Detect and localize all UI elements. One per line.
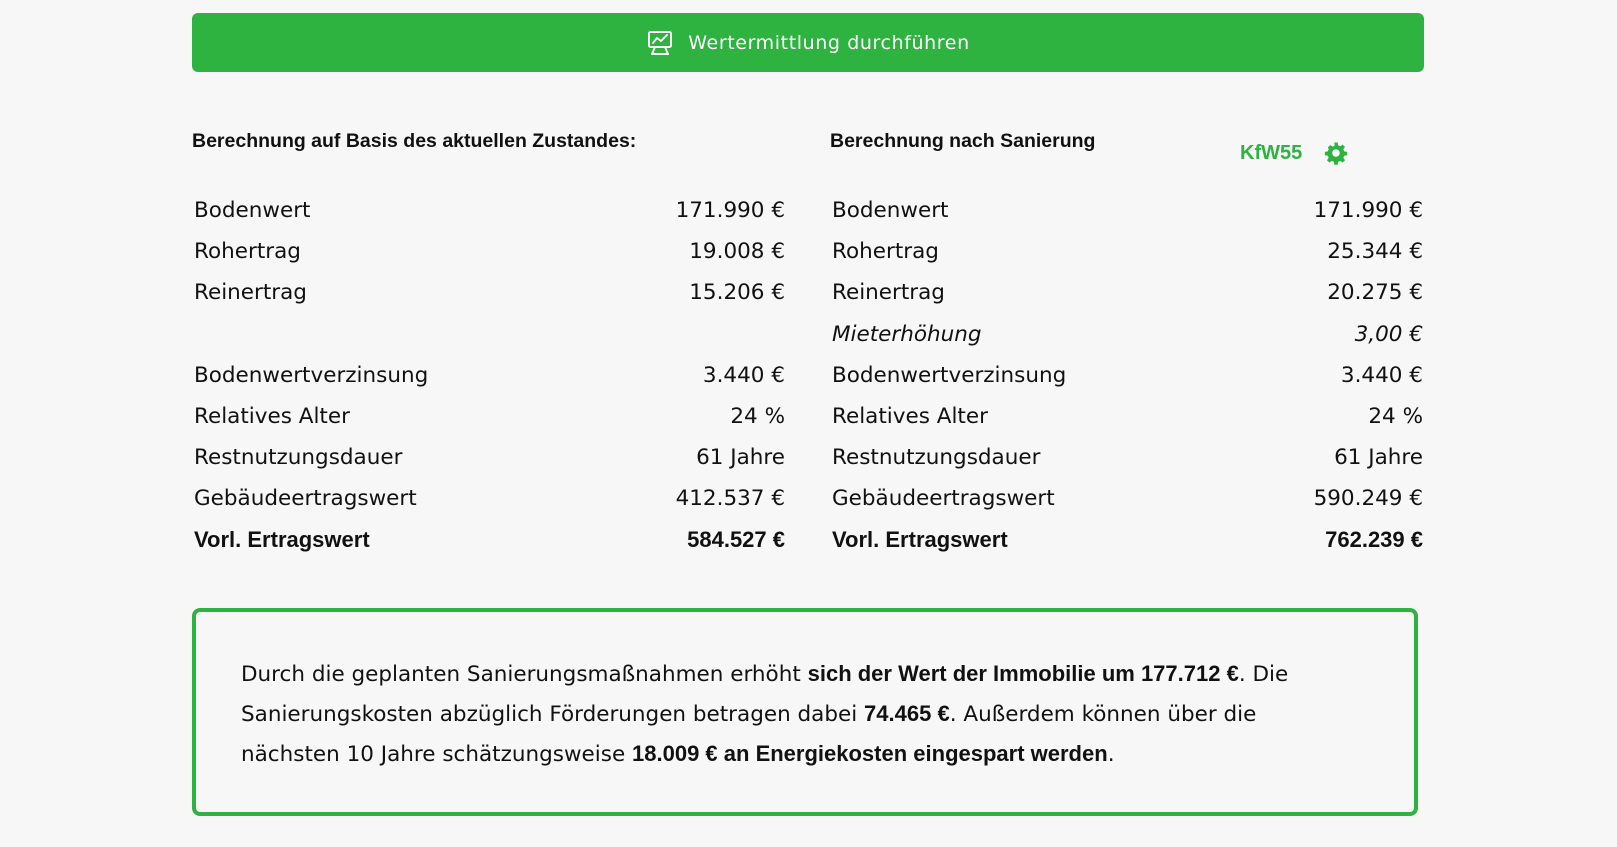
wertermittlung-button[interactable] xyxy=(192,13,1424,72)
row-label: Bodenwertverzinsung xyxy=(194,362,429,388)
row-value: 171.990 € xyxy=(675,198,785,224)
row-label: Bodenwertverzinsung xyxy=(832,362,1067,388)
row-value: 19.008 € xyxy=(689,239,785,265)
table-row xyxy=(194,272,785,313)
renovated-title: Berechnung nach Sanierung xyxy=(830,130,1096,152)
row-value: 24 % xyxy=(730,404,785,430)
row-label: Relatives Alter xyxy=(194,404,350,430)
row-value: 3,00 € xyxy=(1354,321,1423,347)
row-label: Reinertrag xyxy=(832,280,945,306)
table-row xyxy=(194,190,785,231)
row-label: Vorl. Ertragswert xyxy=(832,527,1008,553)
row-value: 61 Jahre xyxy=(696,445,785,471)
summary-value-increase: sich der Wert der Immobilie um 177.712 € xyxy=(807,661,1239,686)
table-row xyxy=(832,231,1423,272)
rent-increase-row xyxy=(832,314,1423,355)
presentation-chart-icon xyxy=(646,29,674,57)
row-value: 24 % xyxy=(1368,404,1423,430)
summary-text xyxy=(241,654,1361,774)
row-value: 590.249 € xyxy=(1313,486,1423,512)
row-value: 61 Jahre xyxy=(1334,445,1423,471)
row-label: Vorl. Ertragswert xyxy=(194,527,370,553)
table-row xyxy=(832,396,1423,437)
table-row xyxy=(194,355,785,396)
row-label: Gebäudeertragswert xyxy=(832,486,1055,512)
row-label: Bodenwert xyxy=(194,198,311,224)
wertermittlung-button-label: Wertermittlung durchführen xyxy=(688,31,970,54)
summary-energy-savings: 18.009 € an Energiekosten eingespart werden xyxy=(632,741,1108,766)
table-row xyxy=(832,355,1423,396)
summary-renovation-cost: 74.465 € xyxy=(864,701,950,726)
row-label: Restnutzungsdauer xyxy=(832,445,1041,471)
row-value: 3.440 € xyxy=(1340,362,1423,388)
row-value: 584.527 € xyxy=(687,527,785,553)
summary-box xyxy=(192,608,1418,816)
row-value: 171.990 € xyxy=(1313,198,1423,224)
table-row xyxy=(194,231,785,272)
row-label: Restnutzungsdauer xyxy=(194,445,403,471)
table-row-empty xyxy=(194,314,785,355)
gear-icon[interactable] xyxy=(1324,141,1348,165)
summary-text-part: . xyxy=(1107,742,1115,767)
row-value: 20.275 € xyxy=(1327,280,1423,306)
table-row xyxy=(194,396,785,437)
table-row xyxy=(194,437,785,478)
summary-text-part: . Die Sanierungskosten abzüglich Förderungen betragen dabei xyxy=(241,662,1289,727)
renovated-table xyxy=(832,190,1423,561)
row-value: 15.206 € xyxy=(689,280,785,306)
current-state-title: Berechnung auf Basis des aktuellen Zustandes: xyxy=(192,130,637,152)
row-label: Relatives Alter xyxy=(832,404,988,430)
row-value: 25.344 € xyxy=(1327,239,1423,265)
current-state-table xyxy=(194,190,785,561)
row-label: Mieterhöhung xyxy=(832,321,982,347)
row-label: Rohertrag xyxy=(832,239,939,265)
table-row xyxy=(832,437,1423,478)
row-value: 412.537 € xyxy=(675,486,785,512)
kfw-standard-selector[interactable] xyxy=(1240,141,1348,165)
row-label: Reinertrag xyxy=(194,280,307,306)
kfw-standard-label: KfW55 xyxy=(1240,141,1303,164)
row-value: 762.239 € xyxy=(1325,527,1423,553)
table-row xyxy=(832,272,1423,313)
table-row xyxy=(832,478,1423,519)
summary-text-part: Durch die geplanten Sanierungsmaßnahmen erhöht xyxy=(241,662,808,687)
table-row xyxy=(194,478,785,519)
total-row xyxy=(194,520,785,561)
row-label: Rohertrag xyxy=(194,239,301,265)
row-label: Bodenwert xyxy=(832,198,949,224)
total-row xyxy=(832,520,1423,561)
row-label: Gebäudeertragswert xyxy=(194,486,417,512)
row-value: 3.440 € xyxy=(702,362,785,388)
table-row xyxy=(832,190,1423,231)
summary-text-part: . Außerdem können über die nächsten 10 Jahre schätzungsweise xyxy=(241,702,1257,767)
